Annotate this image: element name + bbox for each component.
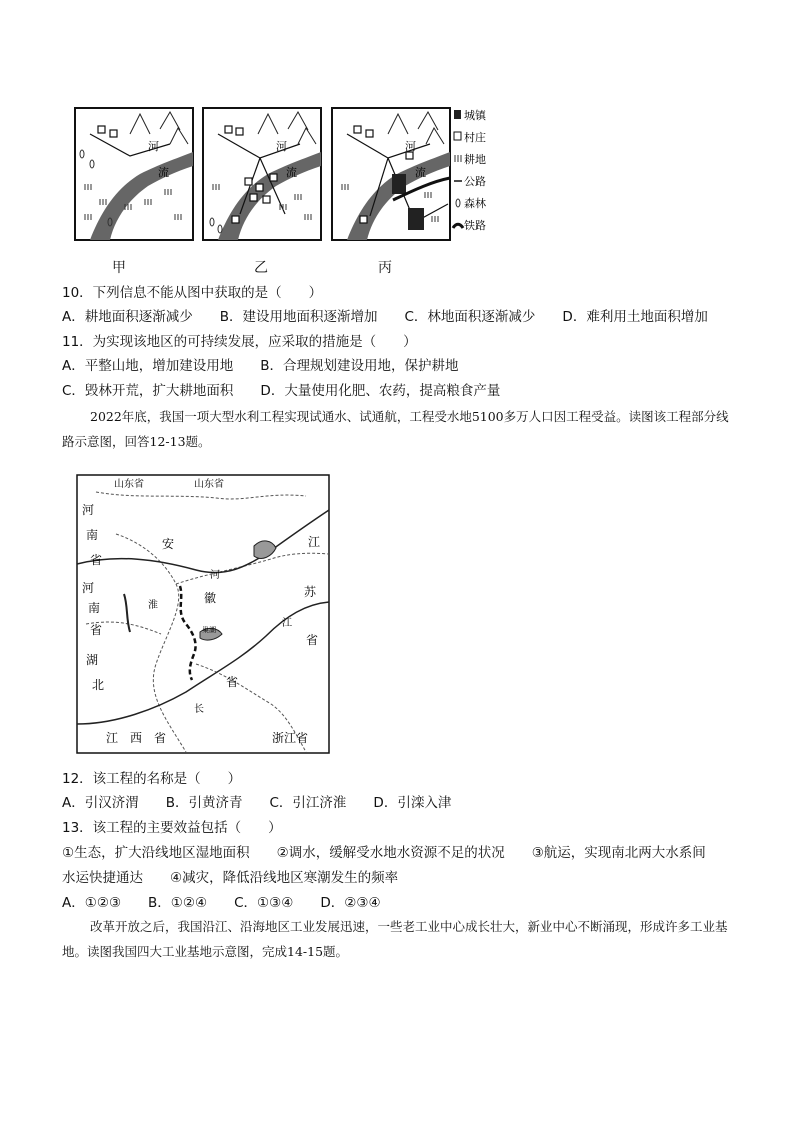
- q12-options: A．引汉济渭 B．引黄济青 C．引江济淮 D．引滦入津: [62, 795, 452, 811]
- q13-options: A．①②③ B．①②④ C．①③④ D．②③④: [62, 895, 381, 911]
- legend-village: 村庄: [464, 131, 486, 144]
- label-henan-top-2: 南: [86, 528, 99, 542]
- q11-stem: 11．为实现该地区的可持续发展，应采取的措施是（ ）: [62, 334, 417, 350]
- q13-line1: ①生态，扩大沿线地区湿地面积 ②调水，缓解受水地水资源不足的状况 ③航运，实现南北两大水系间: [62, 845, 706, 861]
- passage-water-project: 2022年底，我国一项大型水利工程实现试通水、试通航，工程受水地5100多万人口因工程受益。读图该工程部分线路示意图，回答12-13题。: [62, 409, 729, 449]
- label-shandong-1: 山东省: [114, 479, 144, 490]
- river-label-he-bing: 河: [405, 140, 416, 153]
- river-label-liu-yi: 流: [286, 166, 297, 179]
- river-label-he-yi: 河: [276, 140, 287, 153]
- label-zhejiang: 浙江省: [272, 731, 309, 745]
- passage-industrial-bases: 改革开放之后，我国沿江、沿海地区工业发展迅速，一些老工业中心成长壮大，新业中心不断涌现，形成许多工业基地。读图我国四大工业基地示意图，完成14-15题。: [62, 919, 728, 959]
- label-jiang-jiangsu: 江: [308, 535, 321, 549]
- river-label-liu-bing: 流: [415, 166, 426, 179]
- legend-forest: 森林: [464, 197, 486, 210]
- label-hui: 徽: [204, 591, 217, 605]
- label-henan-mid-2: 南: [88, 601, 101, 615]
- legend: [453, 108, 487, 232]
- label-henan-top-3: 省: [90, 553, 103, 567]
- legend-farmland: 耕地: [464, 153, 486, 166]
- q11-options-cd: C．毁林开荒，扩大耕地面积 D．大量使用化肥、农药，提高粮食产量: [62, 383, 501, 399]
- q13-line2: 水运快捷通达 ④减灾，降低沿线地区寒潮发生的频率: [62, 870, 399, 886]
- label-hubei-2: 北: [92, 678, 105, 692]
- label-henan-top-1: 河: [82, 503, 95, 517]
- label-huai: 淮: [148, 600, 158, 611]
- label-chaohu: 巢湖: [202, 626, 216, 634]
- panel-caption-jia: 甲: [112, 260, 126, 276]
- q12-stem: 12．该工程的名称是（ ）: [62, 771, 242, 787]
- legend-railway: 铁路: [464, 219, 486, 232]
- label-chang: 长: [194, 704, 204, 715]
- panel-caption-yi: 乙: [254, 260, 268, 276]
- label-shandong-2: 山东省: [194, 479, 224, 490]
- label-an: 安: [162, 537, 175, 551]
- label-sheng-jiangsu: 省: [306, 633, 319, 647]
- river-label-liu-jia: 流: [158, 166, 169, 179]
- panel-caption-bing: 丙: [378, 260, 392, 276]
- route-map: [76, 474, 330, 754]
- river-label-he-jia: 河: [148, 140, 159, 153]
- land-use-figure: [70, 104, 510, 244]
- label-henan-mid-1: 河: [82, 581, 95, 595]
- panel-jia-frame: [75, 108, 193, 240]
- label-jiang-river: 江: [282, 618, 292, 629]
- label-jiangxi: 江 西 省: [106, 731, 167, 745]
- label-su: 苏: [304, 585, 317, 599]
- label-henan-mid-3: 省: [90, 623, 103, 637]
- q10-options: A．耕地面积逐渐减少 B．建设用地面积逐渐增加 C．林地面积逐渐减少 D．难利用土地面积增加: [62, 309, 708, 325]
- label-sheng-anhui: 省: [226, 675, 239, 689]
- q13-stem: 13．该工程的主要效益包括（ ）: [62, 820, 282, 836]
- label-he: 河: [210, 570, 220, 581]
- q11-options-ab: A．平整山地，增加建设用地 B．合理规划建设用地，保护耕地: [62, 358, 459, 374]
- legend-road: 公路: [464, 175, 486, 188]
- label-hubei-1: 湖: [86, 653, 99, 667]
- panel-yi-frame: [203, 108, 321, 240]
- q10-stem: 10．下列信息不能从图中获取的是（ ）: [62, 285, 323, 301]
- legend-town: 城镇: [464, 109, 486, 122]
